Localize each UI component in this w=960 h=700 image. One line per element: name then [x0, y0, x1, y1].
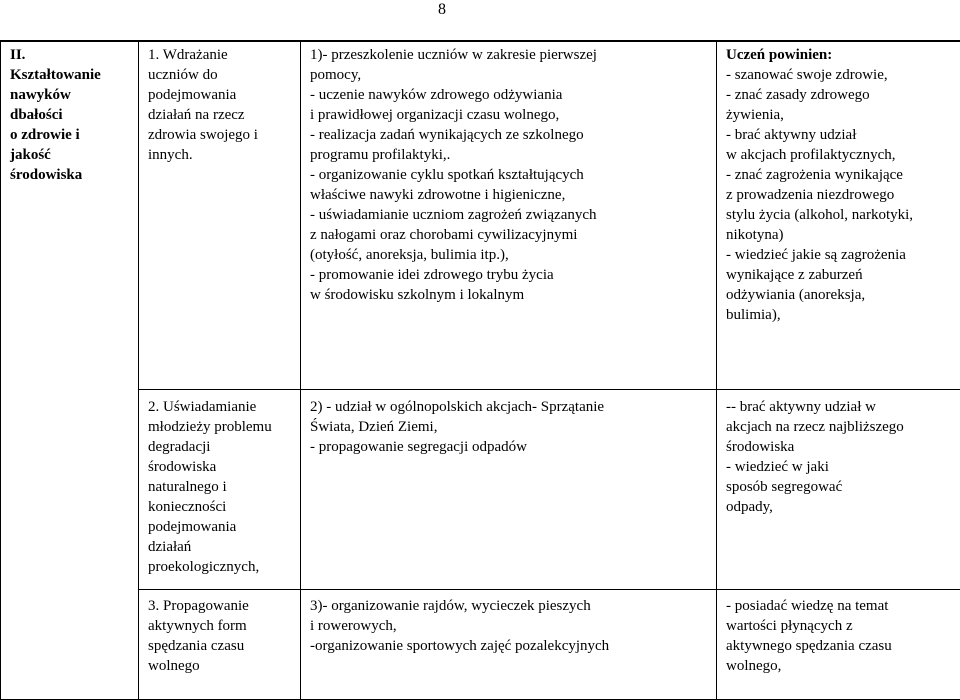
task-line: zdrowia swojego i [148, 125, 300, 145]
outcome-line: - znać zasady zdrowego [726, 85, 960, 105]
stage-line: nawyków [10, 85, 138, 105]
task-line: naturalnego i [148, 477, 300, 497]
forms-line: i prawidłowej organizacji czasu wolnego, [310, 105, 716, 125]
outcome-line: - posiadać wiedzę na temat [726, 596, 960, 616]
outcome-line: nikotyna) [726, 225, 960, 245]
task-cell [139, 589, 301, 699]
forms-line: - uświadamianie uczniom zagrożeń związanych [310, 205, 716, 225]
outcome-line: stylu życia (alkohol, narkotyki, [726, 205, 960, 225]
outcome-line: - znać zagrożenia wynikające [726, 165, 960, 185]
stage-line: jakość [10, 145, 138, 165]
task-line: innych. [148, 145, 300, 165]
task-line: uczniów do [148, 65, 300, 85]
outcome-cell [717, 589, 960, 699]
stage-line: środowiska [10, 165, 138, 185]
stage-line: Kształtowanie [10, 65, 138, 85]
task-cell [139, 389, 301, 589]
forms-line: Świata, Dzień Ziemi, [310, 417, 716, 437]
forms-line: z nałogami oraz chorobami cywilizacyjnymi [310, 225, 716, 245]
program-table [0, 40, 960, 700]
forms-line: -organizowanie sportowych zajęć pozalekcyjnych [310, 636, 716, 656]
task-line: degradacji [148, 437, 300, 457]
stage-cell [1, 41, 139, 699]
outcome-line: - wiedzieć w jaki [726, 457, 960, 477]
stage-line: dbałości [10, 105, 138, 125]
forms-cell [301, 41, 717, 389]
task-cell [139, 41, 301, 389]
task-line: konieczności [148, 497, 300, 517]
forms-line: 2) - udział w ogólnopolskich akcjach- Sprzątanie [310, 397, 716, 417]
task-line: spędzania czasu [148, 636, 300, 656]
forms-line: - propagowanie segregacji odpadów [310, 437, 716, 457]
forms-cell [301, 589, 717, 699]
forms-line: pomocy, [310, 65, 716, 85]
stage-line: o zdrowie i [10, 125, 138, 145]
outcome-line: żywienia, [726, 105, 960, 125]
outcome-line: odżywiania (anoreksja, [726, 285, 960, 305]
page-number: 8 [438, 0, 446, 20]
task-line: działań na rzecz [148, 105, 300, 125]
outcome-line: akcjach na rzecz najbliższego [726, 417, 960, 437]
outcome-line: z prowadzenia niezdrowego [726, 185, 960, 205]
task-line: podejmowania [148, 85, 300, 105]
outcome-line: - brać aktywny udział [726, 125, 960, 145]
forms-line: programu profilaktyki,. [310, 145, 716, 165]
task-line: środowiska [148, 457, 300, 477]
forms-line: (otyłość, anoreksja, bulimia itp.), [310, 245, 716, 265]
forms-cell [301, 389, 717, 589]
outcome-line: - wiedzieć jakie są zagrożenia [726, 245, 960, 265]
outcome-line: - szanować swoje zdrowie, [726, 65, 960, 85]
forms-line: właściwe nawyki zdrowotne i higieniczne, [310, 185, 716, 205]
table-row [1, 589, 960, 699]
stage-line: II. [10, 45, 138, 65]
forms-line: - realizacja zadań wynikających ze szkolnego [310, 125, 716, 145]
task-line: młodzieży problemu [148, 417, 300, 437]
outcome-cell [717, 389, 960, 589]
outcome-line: bulimia), [726, 305, 960, 325]
outcome-line: sposób segregować [726, 477, 960, 497]
outcome-line: w akcjach profilaktycznych, [726, 145, 960, 165]
outcome-line: odpady, [726, 497, 960, 517]
outcome-line: środowiska [726, 437, 960, 457]
task-line: działań [148, 537, 300, 557]
outcome-line: aktywnego spędzania czasu [726, 636, 960, 656]
outcome-cell [717, 41, 960, 389]
outcome-heading: Uczeń powinien: [726, 45, 960, 65]
forms-line: w środowisku szkolnym i lokalnym [310, 285, 716, 305]
forms-line: - uczenie nawyków zdrowego odżywiania [310, 85, 716, 105]
task-line: 1. Wdrażanie [148, 45, 300, 65]
outcome-line: wartości płynących z [726, 616, 960, 636]
forms-line: 3)- organizowanie rajdów, wycieczek pieszych [310, 596, 716, 616]
task-line: 2. Uświadamianie [148, 397, 300, 417]
forms-line: i rowerowych, [310, 616, 716, 636]
task-line: wolnego [148, 656, 300, 676]
task-line: proekologicznych, [148, 557, 300, 577]
table-row [1, 41, 960, 389]
table-row [1, 389, 960, 589]
forms-line: - promowanie idei zdrowego trybu życia [310, 265, 716, 285]
outcome-line: wynikające z zaburzeń [726, 265, 960, 285]
task-line: aktywnych form [148, 616, 300, 636]
task-line: podejmowania [148, 517, 300, 537]
forms-line: 1)- przeszkolenie uczniów w zakresie pierwszej [310, 45, 716, 65]
forms-line: - organizowanie cyklu spotkań kształtujących [310, 165, 716, 185]
outcome-line: wolnego, [726, 656, 960, 676]
task-line: 3. Propagowanie [148, 596, 300, 616]
outcome-line: -- brać aktywny udział w [726, 397, 960, 417]
